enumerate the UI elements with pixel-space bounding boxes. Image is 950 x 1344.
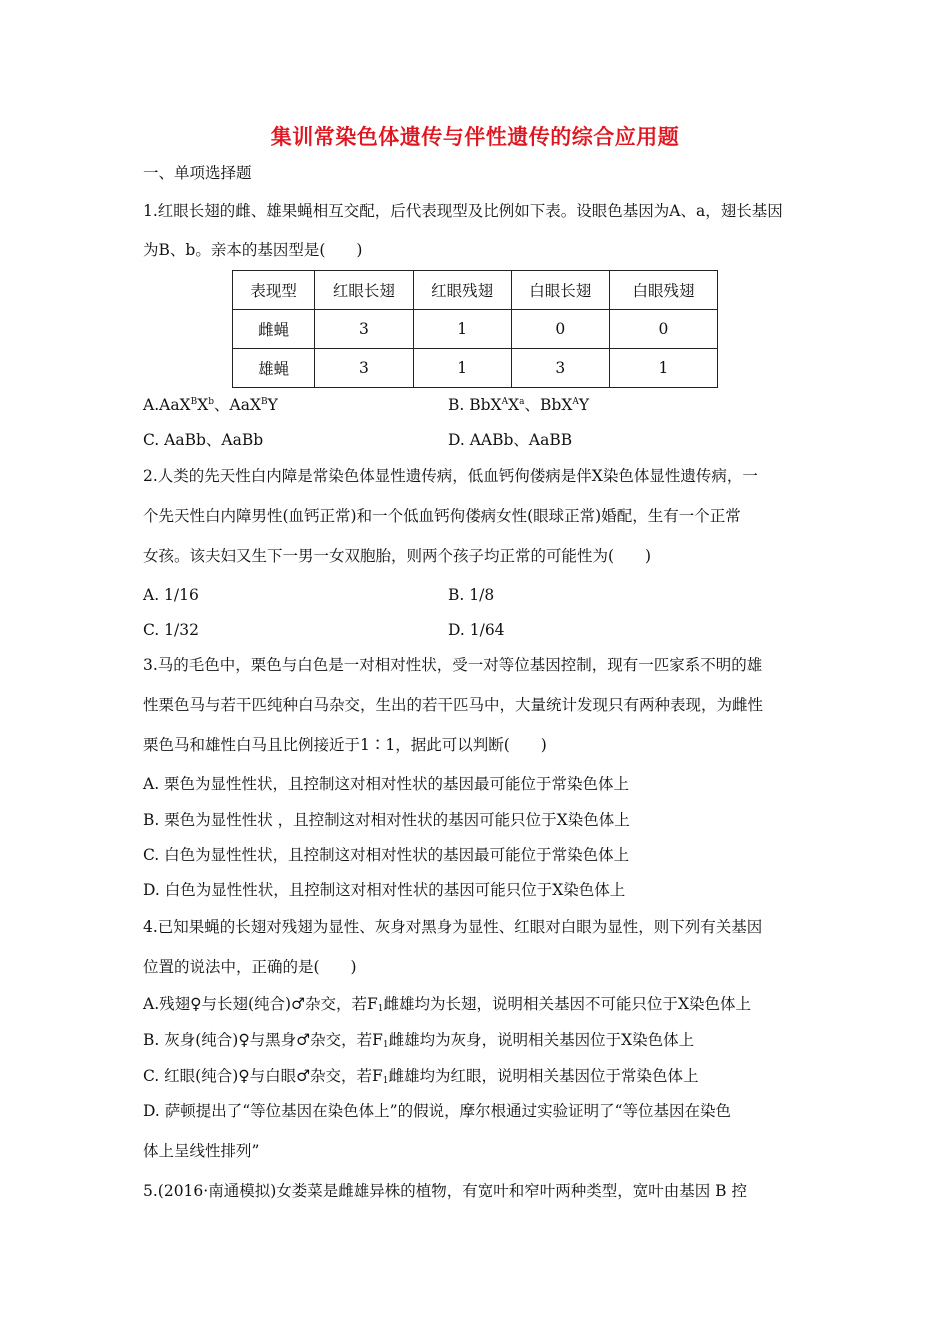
table-row [233,310,718,349]
q3-stem-line-2: 性栗色马与若干匹纯种白马杂交，生出的若干匹马中，大量统计发现只有两种表现，为雌性 [143,696,764,714]
table-cell: 雄蝇 [233,349,315,388]
table-cell: 0 [609,310,717,349]
table-cell: 3 [511,349,609,388]
table-cell: 1 [609,349,717,388]
table-cell: 雌蝇 [233,310,315,349]
table-cell: 1 [413,310,511,349]
q5-stem-line-1: 5.(2016·南通模拟)女娄菜是雌雄异株的植物，有宽叶和窄叶两种类型，宽叶由基因 B 控 [143,1182,748,1200]
q4-option-d-line-2: 体上呈线性排列” [143,1142,260,1160]
table-header-cell: 红眼长翅 [315,271,413,310]
q2-option-c: C. 1/32 [143,621,199,639]
q1-option-c: C. AaBb、AaBb [143,431,264,449]
q1-option-d: D. AABb、AaBB [448,431,573,449]
table-header-cell: 表现型 [233,271,315,310]
table-header-cell: 白眼长翅 [511,271,609,310]
page-title: 集训常染色体遗传与伴性遗传的综合应用题 [270,125,680,149]
q3-option-b: B. 栗色为显性性状 ，且控制这对相对性状的基因可能只位于X染色体上 [143,811,630,829]
q3-option-c: C. 白色为显性性状，且控制这对相对性状的基因最可能位于常染色体上 [143,846,630,864]
q1-option-b: B. $BbX^AX^a$、BbX$^A$Y [448,396,590,414]
q2-stem-line-3: 女孩。该夫妇又生下一男一女双胞胎，则两个孩子均正常的可能性为( ) [143,547,652,565]
q4-option-a: A.残翅♀与长翅(纯合)♂杂交，若$F_1$雌雄均为长翅，说明相关基因不可能只位于X染色体上 [143,995,751,1014]
q2-option-a: A. 1/16 [143,586,199,604]
q2-stem-line-1: 2.人类的先天性白内障是常染色体显性遗传病，低血钙佝偻病是伴X染色体显性遗传病，一 [143,467,758,485]
q4-stem-line-1: 4.已知果蝇的长翅对残翅为显性、灰身对黑身为显性、红眼对白眼为显性，则下列有关基因 [143,918,763,936]
q1-stem-line-2: 为B、b。亲本的基因型是( ) [143,241,363,259]
q4-option-c: C. 红眼(纯合)♀与白眼♂杂交，若$F_1$雌雄均为红眼，说明相关基因位于常染色体上 [143,1067,699,1086]
q1-phenotype-table [232,270,718,388]
table-cell: 1 [413,349,511,388]
q2-stem-line-2: 个先天性白内障男性(血钙正常)和一个低血钙佝偻病女性(眼球正常)婚配，生有一个正常 [143,507,741,525]
section-heading: 一、单项选择题 [143,164,252,182]
q2-option-d: D. 1/64 [448,621,505,639]
table-header-cell: 红眼残翅 [413,271,511,310]
q3-option-d: D. 白色为显性性状，且控制这对相对性状的基因可能只位于X染色体上 [143,881,626,899]
table-row [233,349,718,388]
q4-stem-line-2: 位置的说法中，正确的是( ) [143,958,357,976]
table-header-cell: 白眼残翅 [609,271,717,310]
q3-stem-line-1: 3.马的毛色中，栗色与白色是一对相对性状，受一对等位基因控制，现有一匹家系不明的雄 [143,656,763,674]
q4-option-d-line-1: D. 萨顿提出了“等位基因在染色体上”的假说，摩尔根通过实验证明了“等位基因在染色 [143,1102,732,1120]
q1-stem-line-1: 1.红眼长翅的雌、雄果蝇相互交配，后代表现型及比例如下表。设眼色基因为A、a，翅长基因 [143,202,783,220]
table-cell: 3 [315,310,413,349]
q1-option-a: $A.AaX^BX^b$、AaX$^B$Y [143,396,278,414]
q3-stem-line-3: 栗色马和雄性白马且比例接近于1∶1，据此可以判断( ) [143,736,547,754]
q2-option-b: B. 1/8 [448,586,495,604]
table-cell: 3 [315,349,413,388]
q4-option-b: B. 灰身(纯合)♀与黑身♂杂交，若$F_1$雌雄均为灰身，说明相关基因位于X染色体上 [143,1031,695,1050]
table-cell: 0 [511,310,609,349]
q3-option-a: A. 栗色为显性性状，且控制这对相对性状的基因最可能位于常染色体上 [143,775,630,793]
table-header-row [233,271,718,310]
